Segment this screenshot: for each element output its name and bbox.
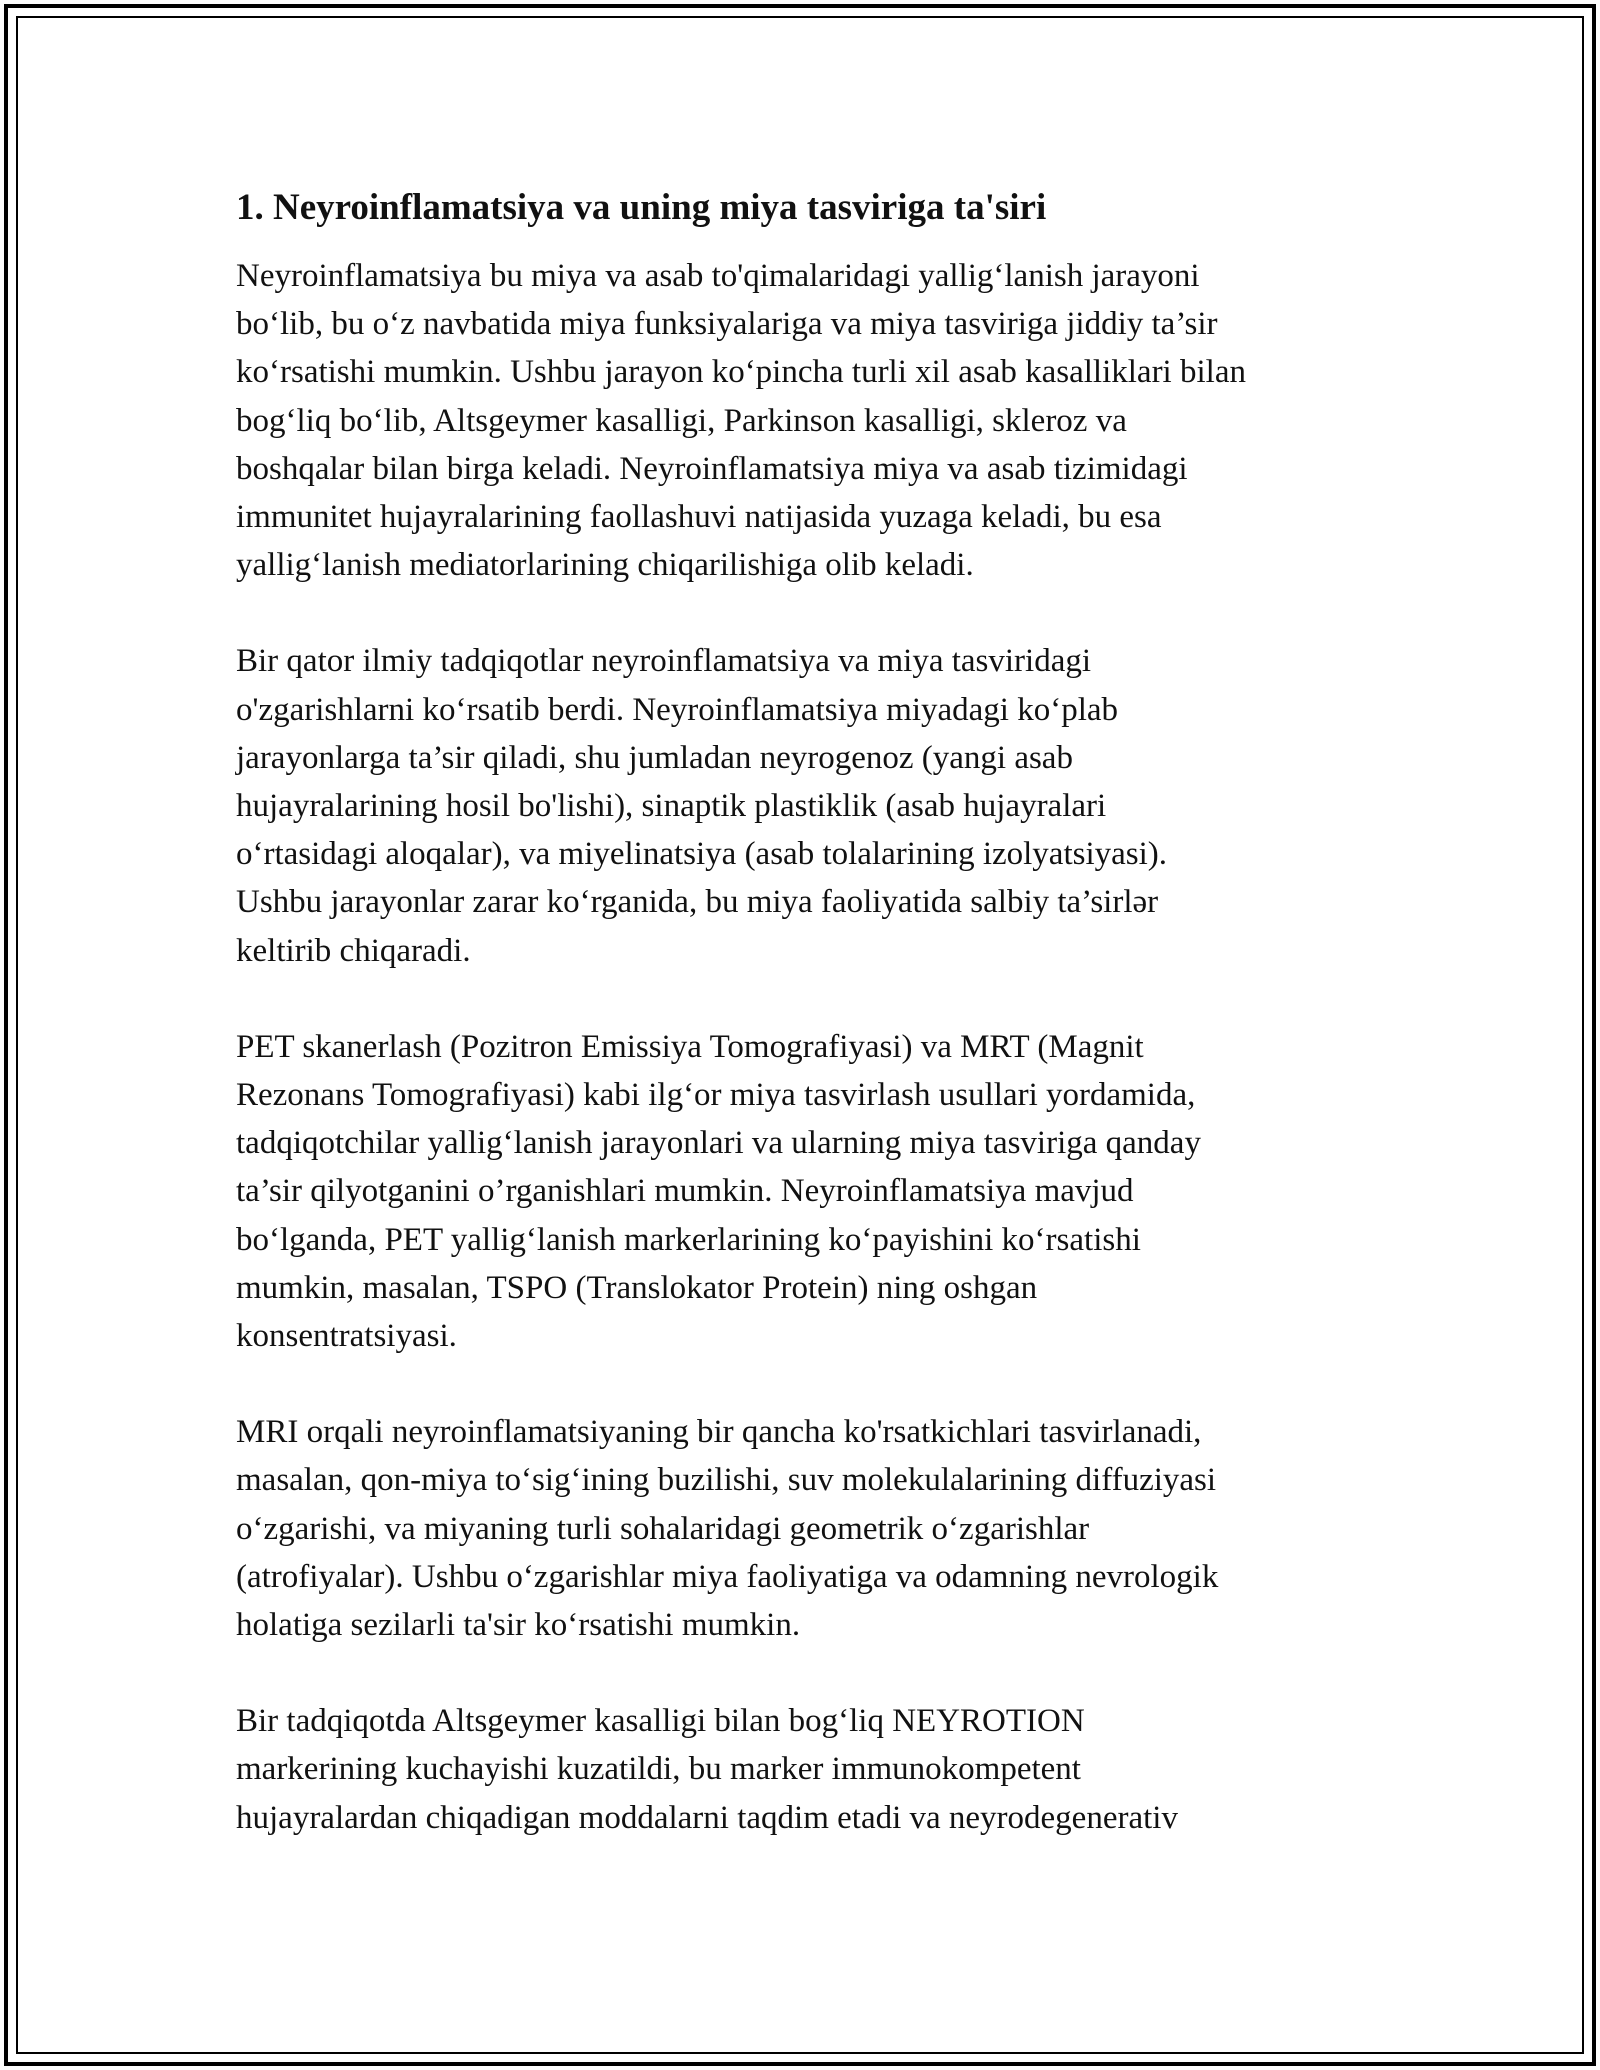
paragraph-4 bbox=[236, 1408, 1366, 1649]
text-line: o'zgarishlarni ko‘rsatib berdi. Neyroinflamatsiya miyadagi ko‘plab bbox=[236, 691, 1119, 728]
text-line: bog‘liq bo‘lib, Altsgeymer kasalligi, Parkinson kasalligi, skleroz va bbox=[236, 402, 1127, 439]
text-line: ta’sir qilyotganini o’rganishlari mumkin. Neyroinflamatsiya mavjud bbox=[236, 1173, 1134, 1210]
text-line: masalan, qon-miya to‘sig‘ining buzilishi, suv molekulalarining diffuziyasi bbox=[236, 1462, 1217, 1499]
paragraph-3 bbox=[236, 1023, 1366, 1360]
text-line: bo‘lganda, PET yallig‘lanish markerlarining ko‘payishini ko‘rsatishi bbox=[236, 1221, 1141, 1258]
text-line: hujayralardan chiqadigan moddalarni taqdim etadi va neyrodegenerativ bbox=[236, 1799, 1178, 1836]
text-line: o‘rtasidagi aloqalar), va miyelinatsiya (asab tolalarining izolyatsiyasi). bbox=[236, 836, 1168, 873]
paragraph-1 bbox=[236, 252, 1366, 589]
text-line: hujayralarining hosil bo'lishi), sinaptik plastiklik (asab hujayralari bbox=[236, 788, 1107, 825]
text-line: Bir tadqiqotda Altsgeymer kasalligi bilan bog‘liq NEYROTION bbox=[236, 1703, 1085, 1740]
text-line: PET skanerlash (Pozitron Emissiya Tomografiyasi) va MRT (Magnit bbox=[236, 1028, 1144, 1065]
text-line: boshqalar bilan birga keladi. Neyroinflamatsiya miya va asab tizimidagi bbox=[236, 450, 1188, 487]
text-line: markerining kuchayishi kuzatildi, bu marker immunokompetent bbox=[236, 1751, 1081, 1788]
text-line: holatiga sezilarli ta'sir ko‘rsatishi mumkin. bbox=[236, 1607, 801, 1644]
text-line: jarayonlarga ta’sir qiladi, shu jumladan neyrogenoz (yangi asab bbox=[236, 739, 1073, 776]
text-line: bo‘lib, bu o‘z navbatida miya funksiyalariga va miya tasviriga jiddiy ta’sir bbox=[236, 306, 1218, 343]
paragraph-5 bbox=[236, 1697, 1366, 1842]
text-line: Neyroinflamatsiya bu miya va asab to'qimalaridagi yallig‘lanish jarayoni bbox=[236, 258, 1200, 294]
text-line: (atrofiyalar). Ushbu o‘zgarishlar miya faoliyatiga va odamning nevrologik bbox=[236, 1558, 1219, 1595]
text-line: keltirib chiqaradi. bbox=[236, 932, 471, 969]
text-line: immunitet hujayralarining faollashuvi natijasida yuzaga keladi, bu esa bbox=[236, 499, 1162, 536]
section-heading: 1. Neyroinflamatsiya va uning miya tasviriga ta'siri bbox=[236, 187, 1047, 228]
text-line: mumkin, masalan, TSPO (Translokator Protein) ning oshgan bbox=[236, 1269, 1038, 1306]
text-line: yallig‘lanish mediatorlarining chiqarilishiga olib keladi. bbox=[236, 547, 974, 584]
text-line: MRI orqali neyroinflamatsiyaning bir qancha ko'rsatkichlari tasvirlanadi, bbox=[236, 1414, 1202, 1451]
text-line: tadqiqotchilar yallig‘lanish jarayonlari va ularning miya tasviriga qanday bbox=[236, 1125, 1201, 1162]
paragraph-2 bbox=[236, 637, 1366, 974]
document-body bbox=[236, 184, 1366, 1890]
text-line: Bir qator ilmiy tadqiqotlar neyroinflamatsiya va miya tasviridagi bbox=[236, 643, 1092, 680]
text-line: Rezonans Tomografiyasi) kabi ilg‘or miya tasvirlash usullari yordamida, bbox=[236, 1077, 1196, 1114]
text-line: o‘zgarishi, va miyaning turli sohalaridagi geometrik o‘zgarishlar bbox=[236, 1510, 1090, 1547]
text-line: konsentratsiyasi. bbox=[236, 1318, 457, 1355]
text-line: ko‘rsatishi mumkin. Ushbu jarayon ko‘pincha turli xil asab kasalliklari bilan bbox=[236, 354, 1246, 391]
text-line: Ushbu jarayonlar zarar ko‘rganida, bu miya faoliyatida salbiy ta’sirlər bbox=[236, 884, 1159, 921]
